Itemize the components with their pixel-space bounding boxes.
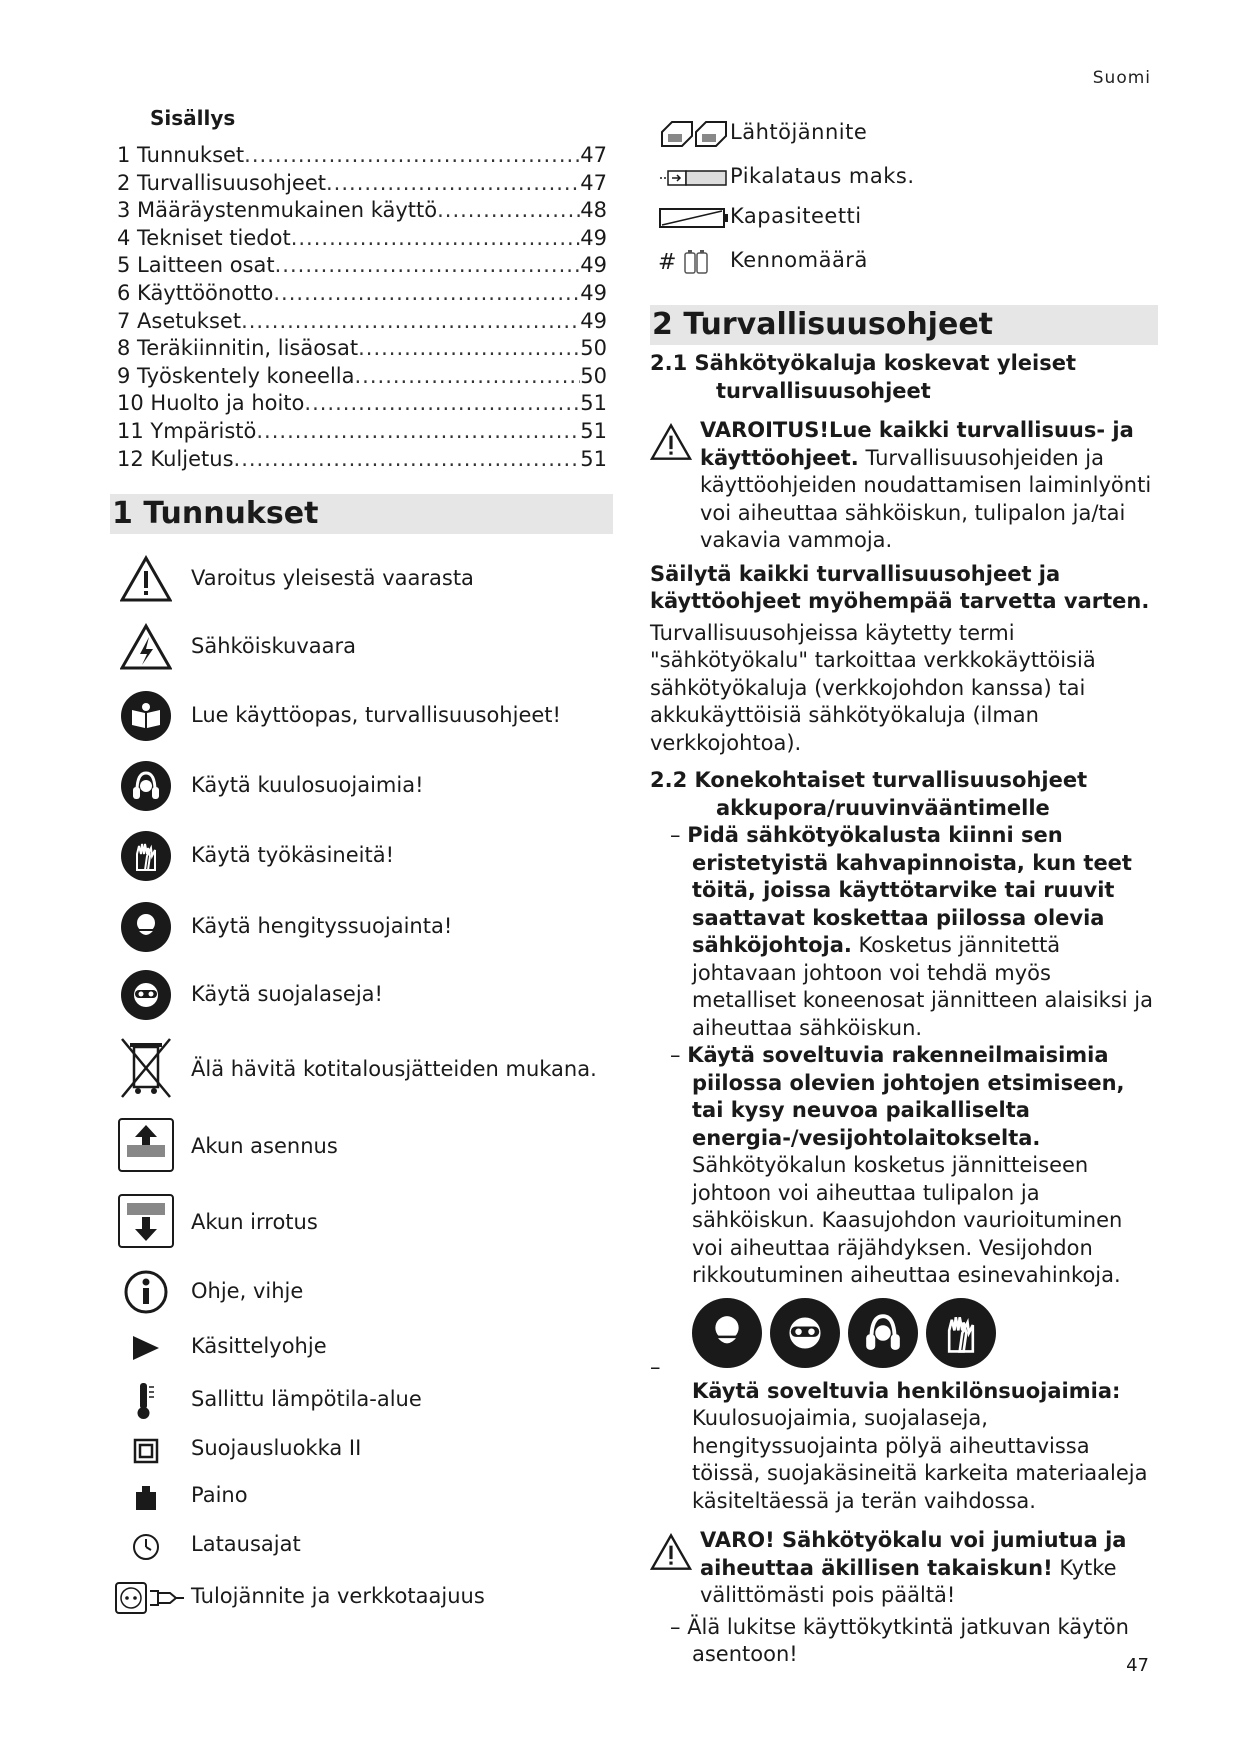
toc-leader-dots xyxy=(437,198,580,222)
bullet-1-text: Kosketus jännitettä johtavaan johtoon voi tehdä myös metalliset koneenosat jännitteen alaisiksi ja aiheuttaa sähköiskun. xyxy=(692,933,1153,1040)
toc-item xyxy=(117,309,607,337)
toc-item-label: 7 Asetukset xyxy=(117,308,242,333)
subsection-2-2-line1: 2.2 Konekohtaiset turvallisuusohjeet xyxy=(650,768,1088,792)
capacity-icon xyxy=(658,201,730,235)
toc-item-label: 1 Tunnukset xyxy=(117,143,245,167)
toc-item-page: 51 xyxy=(580,418,607,443)
crossed-bin-icon xyxy=(116,1038,176,1098)
toc-item-label: 4 Tekniset tiedot xyxy=(117,225,291,250)
toc-leader-dots xyxy=(256,419,580,443)
toc-item xyxy=(117,419,607,447)
play-arrow-icon xyxy=(116,1318,176,1378)
toc-leader-dots xyxy=(275,253,581,277)
kickback-warning xyxy=(650,1527,1158,1610)
symbol-label: Tulojännite ja verkkotaajuus xyxy=(191,1584,485,1608)
toc-item-page: 47 xyxy=(580,143,607,167)
info-icon xyxy=(116,1262,176,1322)
ppe-dash: – xyxy=(650,1354,661,1379)
bullet-2-text: Sähkötyökalun kosketus jännitteiseen johtoon voi aiheuttaa tulipalon ja sähköiskun. Kaasujohdon vaurioituminen voi aiheuttaa räjähdyksen. Vesijohdon rikkoutuminen aiheuttaa esinevahinkoja. xyxy=(692,1153,1123,1287)
read-manual-icon xyxy=(116,686,176,746)
respirator-icon xyxy=(116,897,176,957)
toc-leader-dots xyxy=(304,391,580,415)
toc-item xyxy=(117,253,607,281)
general-warning xyxy=(650,417,1158,555)
subsection-2-2-line2: akkupora/ruuvinvääntimelle xyxy=(716,795,1050,820)
toc-item-label: 11 Ympäristö xyxy=(117,418,257,443)
toc-leader-dots xyxy=(273,281,580,305)
toc-item-page: 48 xyxy=(580,198,607,223)
goggles-icon xyxy=(116,965,176,1025)
electric-shock-icon xyxy=(116,617,176,677)
safety-instructions xyxy=(650,350,1158,1669)
right-symbol-label: Kennomäärä xyxy=(730,248,868,272)
toc-item-label: 3 Määräystenmukainen käyttö xyxy=(117,198,438,223)
term-definition-text: Turvallisuusohjeissa käytetty termi "sähkötyökalu" tarkoittaa verkkokäyttöisiä sähkötyökaluja (verkkojohdon kanssa) tai akkukäyttöisiä sähkötyökaluja (ilman verkkojohtoa). xyxy=(650,620,1096,755)
toc-item-page: 50 xyxy=(580,336,607,361)
symbol-label: Akun irrotus xyxy=(191,1210,318,1234)
respirator-icon xyxy=(692,1298,762,1368)
symbol-label: Sähköiskuvaara xyxy=(191,634,357,658)
toc-item xyxy=(117,143,607,171)
toc-item-page: 51 xyxy=(580,391,607,416)
symbol-label: Käytä suojalaseja! xyxy=(191,982,383,1006)
symbol-label: Sallittu lämpötila-alue xyxy=(191,1387,422,1411)
toc-leader-dots xyxy=(355,364,581,388)
toc-item-label: 10 Huolto ja hoito xyxy=(117,391,305,416)
toc-item-page: 50 xyxy=(580,363,607,388)
warning-triangle-icon xyxy=(650,1527,700,1610)
section1-heading-text: 1 Tunnukset xyxy=(112,496,319,531)
symbol-label: Ohje, vihje xyxy=(191,1279,304,1303)
toc-item xyxy=(117,447,607,475)
toc-item-page: 49 xyxy=(580,253,607,278)
bullet-2-bold: Käytä soveltuvia rakenneilmaisimia piilossa olevien johtojen etsimiseen, tai kysy neuvoa paikalliselta energia-/vesijohtolaitokselta. xyxy=(687,1043,1125,1150)
subsection-2-2 xyxy=(650,767,1158,822)
symbol-label: Varoitus yleisestä vaarasta xyxy=(191,566,474,590)
toc-item xyxy=(117,281,607,309)
symbol-label: Käsittelyohje xyxy=(191,1334,327,1358)
ppe-icons xyxy=(692,1298,1158,1368)
warning-2-text: Kytke välittömästi pois päältä! xyxy=(700,1555,1117,1607)
toc-leader-dots xyxy=(326,171,580,195)
section2-heading-text: 2 Turvallisuusohjeet xyxy=(652,307,994,342)
toc-leader-dots xyxy=(241,309,580,333)
bullet-1-bold: Pidä sähkötyökalusta kiinni sen eristetyistä kahvapinnoista, kun teet töitä, joissa käyttötarvike tai ruuvit saattavat koskettaa piilossa olevia sähköjohtoja. xyxy=(687,823,1132,957)
gloves-icon xyxy=(926,1298,996,1368)
cell-count-prefix: # xyxy=(658,249,677,275)
ppe-bold: Käytä soveltuvia henkilönsuojaimia: xyxy=(692,1378,1121,1403)
symbol-label: Latausajat xyxy=(191,1532,301,1556)
toc-item xyxy=(117,198,607,226)
warning-1-bold: VAROITUS!Lue kaikki turvallisuus- ja käyttöohjeet. xyxy=(700,418,1134,470)
keep-instructions-text: Säilytä kaikki turvallisuusohjeet ja käyttöohjeet myöhempää tarvetta varten. xyxy=(650,561,1150,613)
toc-item-label: 9 Työskentely koneella xyxy=(117,363,355,388)
subsection-2-1 xyxy=(650,350,1158,405)
ear-protection-icon xyxy=(848,1298,918,1368)
symbol-label: Käytä työkäsineitä! xyxy=(191,843,395,867)
toc-leader-dots xyxy=(358,336,580,360)
subsection-2-1-line1: 2.1 Sähkötyökaluja koskevat yleiset xyxy=(650,351,1076,375)
toc-item-label: 2 Turvallisuusohjeet xyxy=(117,170,326,195)
bullet-item: – Käytä soveltuvia rakenneilmaisimia piilossa olevien johtojen etsimiseen, tai kysy neuvoa paikalliselta energia-/vesijohtolaitokselta. Sähkötyökalun kosketus jännitteiseen johtoon voi aiheuttaa tulipalon ja sähköiskun. Kaasujohdon vaurioituminen voi aiheuttaa räjähdyksen. Vesijohdon rikkoutuminen aiheuttaa esinevahinkoja. xyxy=(670,1043,1125,1287)
warning-2-bold: VARO! Sähkötyökalu voi jumiutua ja aiheuttaa äkillisen takaiskun! xyxy=(700,1528,1127,1580)
symbol-label: Käytä kuulosuojaimia! xyxy=(191,773,424,797)
toc-item-page: 51 xyxy=(580,446,607,471)
table-of-contents xyxy=(117,143,607,474)
gloves-icon xyxy=(116,826,176,886)
toc-item-label: 12 Kuljetus xyxy=(117,446,234,471)
symbol-label: Lue käyttöopas, turvallisuusohjeet! xyxy=(191,703,561,727)
output-voltage-icon xyxy=(658,116,730,150)
goggles-icon xyxy=(770,1298,840,1368)
toc-title: Sisällys xyxy=(150,106,236,130)
toc-leader-dots xyxy=(244,143,580,167)
warning-triangle-icon xyxy=(650,417,700,555)
toc-item-page: 47 xyxy=(580,170,607,195)
symbol-label: Paino xyxy=(191,1483,248,1507)
cell-count-icon xyxy=(658,245,710,279)
symbol-label: Akun asennus xyxy=(191,1134,338,1158)
warning-triangle-icon xyxy=(116,549,176,609)
fast-charge-icon xyxy=(658,161,728,195)
toc-item-label: 5 Laitteen osat xyxy=(117,253,275,278)
symbol-label: Suojausluokka II xyxy=(191,1436,362,1460)
language-label: Suomi xyxy=(1092,68,1151,88)
toc-leader-dots xyxy=(234,447,581,471)
right-symbol-label: Kapasiteetti xyxy=(730,204,862,228)
toc-item xyxy=(117,391,607,419)
subsection-2-1-line2: turvallisuusohjeet xyxy=(716,378,931,403)
section2-heading xyxy=(650,305,1158,345)
toc-item-label: 6 Käyttöönotto xyxy=(117,280,274,305)
toc-item xyxy=(117,171,607,199)
battery-remove-icon xyxy=(116,1191,176,1251)
toc-item-page: 49 xyxy=(580,308,607,333)
section1-heading xyxy=(110,494,613,534)
bullet-item: – Pidä sähkötyökalusta kiinni sen eristetyistä kahvapinnoista, kun teet töitä, joissa käyttötarvike tai ruuvit saattavat koskettaa piilossa olevia sähköjohtoja. Kosketus jännitettä johtavaan johtoon voi tehdä myös metalliset koneenosat jännitteen alaisiksi ja aiheuttaa sähköiskun. xyxy=(670,823,1153,1040)
toc-item-page: 49 xyxy=(580,280,607,305)
battery-insert-icon xyxy=(116,1115,176,1175)
socket-plug-icon xyxy=(114,1568,186,1628)
toc-item xyxy=(117,336,607,364)
symbol-label: Älä hävitä kotitalousjätteiden mukana. xyxy=(191,1057,597,1081)
toc-leader-dots xyxy=(291,226,581,250)
toc-item-page: 49 xyxy=(580,225,607,250)
page-number: 47 xyxy=(1126,1655,1149,1676)
toc-item-label: 8 Teräkiinnitin, lisäosat xyxy=(117,336,359,361)
right-symbol-label: Pikalataus maks. xyxy=(730,164,915,188)
toc-item xyxy=(117,226,607,254)
ear-protection-icon xyxy=(116,756,176,816)
warning-1-text: Turvallisuusohjeiden ja käyttöohjeiden noudattamisen laiminlyönti voi aiheuttaa sähköiskun, tulipalon ja/tai vakavia vammoja. xyxy=(700,445,1152,552)
toc-item xyxy=(117,364,607,392)
ppe-block xyxy=(650,1298,1158,1379)
right-symbol-label: Lähtöjännite xyxy=(730,120,868,144)
ppe-text: Kuulosuojaimia, suojalaseja, hengityssuojainta pölyä aiheuttavissa töissä, suojakäsineitä karkeita materiaaleja käsiteltäessä ja terän vaihdossa. xyxy=(692,1406,1148,1513)
symbol-label: Käytä hengityssuojainta! xyxy=(191,914,453,938)
bullet-3-text: Älä lukitse käyttökytkintä jatkuvan käytön asentoon! xyxy=(687,1614,1129,1666)
bullet-item: – Älä lukitse käyttökytkintä jatkuvan käytön asentoon! xyxy=(670,1614,1129,1666)
